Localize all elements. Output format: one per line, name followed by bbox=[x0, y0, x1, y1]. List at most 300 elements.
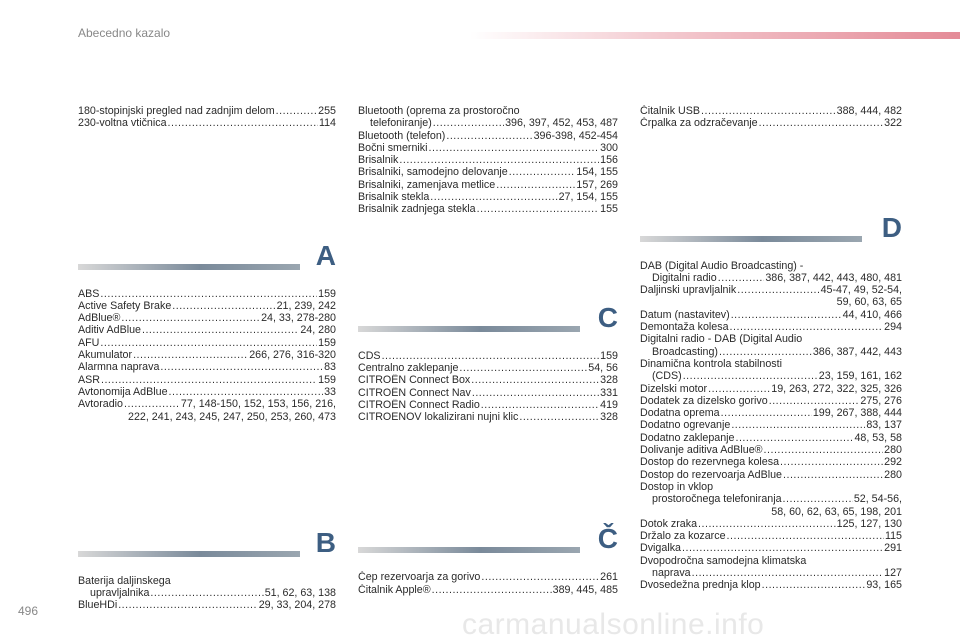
index-entry-pages: 24, 33, 278-280 bbox=[261, 312, 336, 325]
index-entry bbox=[78, 599, 336, 611]
index-line bbox=[358, 362, 618, 374]
index-entry-label: Dinamična kontrola stabilnosti bbox=[640, 357, 782, 370]
dot-leader bbox=[118, 599, 258, 611]
index-line bbox=[640, 567, 902, 579]
index-line bbox=[358, 350, 618, 362]
dot-leader bbox=[698, 518, 836, 530]
dot-leader bbox=[124, 398, 180, 410]
index-line bbox=[640, 456, 902, 468]
index-entry-label: upravljalnika bbox=[90, 587, 150, 600]
index-entry-pages: 396-398, 452-454 bbox=[533, 129, 618, 142]
index-entry-pages: 114 bbox=[318, 117, 336, 130]
dot-leader bbox=[762, 579, 866, 591]
index-entry-pages: 261 bbox=[600, 571, 618, 584]
index-entry-pages: 388, 444, 482 bbox=[836, 105, 902, 117]
index-entry-label: BlueHDi bbox=[78, 599, 118, 612]
index-line bbox=[78, 587, 336, 599]
index-entry bbox=[640, 579, 902, 591]
index-entry-pages: 159 bbox=[318, 336, 336, 349]
dot-leader bbox=[432, 584, 552, 596]
index-entry-label: Dostop in vklop bbox=[640, 480, 714, 493]
index-entry-pages: 294 bbox=[884, 321, 902, 334]
index-entry bbox=[78, 361, 336, 373]
index-entry-pages: 255 bbox=[318, 105, 336, 117]
index-entry bbox=[358, 411, 618, 423]
dot-leader bbox=[692, 567, 884, 579]
index-line bbox=[78, 300, 336, 312]
index-entry bbox=[358, 571, 618, 583]
index-group-d bbox=[640, 260, 902, 592]
index-entry-pages: 83, 137 bbox=[866, 419, 902, 432]
index-entry-label: Čitalnik USB bbox=[640, 105, 700, 117]
index-entry bbox=[640, 481, 902, 518]
index-entry-label: Brisalnik bbox=[358, 154, 399, 167]
index-entry bbox=[640, 395, 902, 407]
index-line bbox=[358, 411, 618, 423]
index-entry bbox=[358, 399, 618, 411]
index-line bbox=[640, 105, 902, 117]
index-entry-pages: 19, 263, 272, 322, 325, 326 bbox=[771, 382, 902, 395]
index-line bbox=[640, 469, 902, 481]
index-entry bbox=[78, 386, 336, 398]
index-entry-label: Brisalniki, zamenjava metlice bbox=[358, 178, 496, 191]
dot-leader bbox=[683, 370, 818, 382]
dot-leader bbox=[519, 411, 599, 423]
index-entry-label: telefoniranje) bbox=[370, 117, 432, 130]
index-entry-pages: 292 bbox=[884, 456, 902, 469]
index-entry-pages: 280 bbox=[884, 468, 902, 481]
dot-leader bbox=[172, 300, 275, 312]
dot-leader bbox=[133, 349, 248, 361]
section-letter-cc: Č bbox=[597, 523, 618, 555]
index-entry-label: Active Safety Brake bbox=[78, 299, 172, 312]
index-entry bbox=[358, 374, 618, 386]
index-entry bbox=[640, 530, 902, 542]
dot-leader bbox=[481, 571, 599, 583]
index-entry-pages: 54, 56 bbox=[588, 361, 618, 374]
index-entry-pages: 386, 387, 442, 443, 480, 481 bbox=[765, 271, 902, 284]
index-group-b bbox=[78, 575, 336, 612]
index-entry bbox=[640, 105, 902, 117]
index-line bbox=[358, 154, 618, 166]
index-entry-label: 180-stopinjski pregled nad zadnjim delom bbox=[78, 105, 275, 117]
index-entry-pages: 127 bbox=[884, 567, 902, 580]
index-entry-label: naprava bbox=[652, 567, 691, 580]
dot-leader bbox=[737, 284, 819, 296]
index-entry-pages: 27, 154, 155 bbox=[558, 191, 618, 204]
index-entry bbox=[78, 575, 336, 600]
index-entry-label: Dodatek za dizelsko gorivo bbox=[640, 394, 768, 407]
index-entry-pages: 389, 445, 485 bbox=[552, 583, 618, 596]
index-entry-label: CDS bbox=[358, 349, 381, 362]
index-entry bbox=[78, 324, 336, 336]
index-line bbox=[640, 346, 902, 358]
index-entry-label: Čitalnik Apple® bbox=[358, 583, 431, 596]
index-entry-pages: 115 bbox=[884, 530, 902, 543]
index-entry-label: Dostop do rezervnega kolesa bbox=[640, 456, 780, 469]
dot-leader bbox=[481, 399, 599, 411]
dot-leader bbox=[150, 587, 263, 599]
index-entry-pages: 77, 148-150, 152, 153, 156, 216, bbox=[180, 398, 336, 411]
index-entry bbox=[640, 321, 902, 333]
index-entry-label: Dvopodročna samodejna klimatska bbox=[640, 554, 807, 567]
index-line bbox=[78, 599, 336, 611]
index-entry bbox=[78, 398, 336, 423]
section-divider-bar bbox=[358, 326, 580, 332]
dot-leader bbox=[780, 456, 883, 468]
index-entry-label: Avtonomija AdBlue bbox=[78, 385, 168, 398]
index-entry-label: Digitalni radio - DAB (Digital Audio bbox=[640, 333, 803, 346]
index-entry-label: Demontaža kolesa bbox=[640, 321, 729, 334]
dot-leader bbox=[731, 419, 865, 431]
dot-leader bbox=[433, 117, 504, 129]
index-entry-label: Avtoradio bbox=[78, 398, 123, 411]
index-line bbox=[358, 142, 618, 154]
index-entry bbox=[640, 333, 902, 358]
index-column-3 bbox=[640, 105, 902, 592]
index-line bbox=[358, 130, 618, 142]
index-entry-label: Dvigalka bbox=[640, 542, 681, 555]
index-line bbox=[78, 288, 336, 300]
dot-leader bbox=[142, 324, 299, 336]
index-entry bbox=[358, 154, 618, 166]
section-header-c bbox=[358, 301, 618, 342]
index-entry-pages-continued: 59, 60, 63, 65 bbox=[836, 296, 902, 309]
dot-leader bbox=[759, 117, 884, 129]
index-column-2 bbox=[358, 105, 618, 596]
index-entry-pages: 154, 155 bbox=[576, 166, 618, 179]
section-header-b bbox=[78, 526, 336, 567]
index-entry bbox=[640, 419, 902, 431]
dot-leader bbox=[682, 542, 883, 554]
index-entry-label: Dotok zraka bbox=[640, 517, 698, 530]
index-entry bbox=[640, 358, 902, 383]
index-line bbox=[358, 203, 618, 215]
index-entry-pages: 157, 269 bbox=[576, 178, 618, 191]
index-line bbox=[78, 312, 336, 324]
index-line bbox=[640, 432, 902, 444]
index-line bbox=[78, 386, 336, 398]
index-entry-pages: 386, 387, 442, 443 bbox=[812, 345, 902, 358]
index-entry-label: prostoročnega telefoniranja bbox=[652, 493, 782, 506]
index-entry-label: Bluetooth (oprema za prostoročno bbox=[358, 105, 520, 117]
index-line bbox=[640, 530, 902, 542]
index-group-cc bbox=[358, 571, 618, 596]
index-entry bbox=[358, 142, 618, 154]
index-entry bbox=[78, 312, 336, 324]
index-entry-pages: 51, 62, 63, 138 bbox=[264, 587, 336, 600]
section-divider-bar bbox=[78, 551, 300, 557]
index-entry-label: Brisalniki, samodejno delovanje bbox=[358, 166, 508, 179]
index-entry-label: CITROËN Connect Radio bbox=[358, 398, 480, 411]
index-entry-pages-continued: 222, 241, 243, 245, 247, 250, 253, 260, 473 bbox=[128, 410, 336, 423]
index-entry-label: Dolivanje aditiva AdBlue® bbox=[640, 444, 763, 457]
index-entry-pages-continued: 58, 60, 62, 63, 65, 198, 201 bbox=[771, 505, 902, 518]
index-line bbox=[358, 191, 618, 203]
index-entry-label: Digitalni radio bbox=[652, 271, 717, 284]
index-entry-pages: 23, 159, 161, 162 bbox=[818, 370, 902, 383]
section-header-a bbox=[78, 239, 336, 280]
index-entry-label: ABS bbox=[78, 287, 100, 300]
index-entry bbox=[640, 383, 902, 395]
index-entry-pages: 29, 33, 204, 278 bbox=[258, 599, 336, 612]
index-entry-pages: 21, 239, 242 bbox=[276, 299, 336, 312]
index-entry-label: Dizelski motor bbox=[640, 382, 708, 395]
index-entry bbox=[78, 288, 336, 300]
section-letter-d: D bbox=[881, 211, 902, 243]
dot-leader bbox=[382, 350, 600, 362]
index-entry-pages: 199, 267, 388, 444 bbox=[812, 407, 902, 420]
index-entry-pages: 280 bbox=[884, 444, 902, 457]
header-decoration-bar bbox=[470, 32, 960, 39]
section-divider-bar bbox=[640, 236, 862, 242]
index-line bbox=[358, 166, 618, 178]
index-entry-label: Dodatna oprema bbox=[640, 407, 720, 420]
index-entry bbox=[78, 117, 336, 129]
section-divider-bar bbox=[358, 547, 580, 553]
index-entry-label: ASR bbox=[78, 373, 100, 386]
index-entry-label: Aditiv AdBlue bbox=[78, 324, 141, 337]
index-line bbox=[358, 387, 618, 399]
index-line bbox=[78, 398, 336, 410]
index-entry-label: Črpalka za odzračevanje bbox=[640, 117, 758, 130]
index-entry bbox=[640, 117, 902, 129]
index-entry-label: Alarmna naprava bbox=[78, 361, 160, 374]
index-line bbox=[640, 579, 902, 591]
dot-leader bbox=[731, 309, 842, 321]
dot-leader bbox=[168, 117, 318, 129]
index-entry-label: 230-voltna vtičnica bbox=[78, 117, 167, 130]
index-entry bbox=[640, 284, 902, 309]
index-entry-pages: 331 bbox=[600, 386, 618, 399]
index-entry bbox=[640, 518, 902, 530]
index-entry-pages: 328 bbox=[600, 374, 618, 387]
dot-leader bbox=[783, 493, 853, 505]
index-entry-pages: 159 bbox=[600, 349, 618, 362]
index-entry-pages: 33 bbox=[324, 385, 336, 398]
index-entry-pages: 419 bbox=[600, 398, 618, 411]
watermark: carmanualsonline.info bbox=[462, 608, 765, 641]
dot-leader bbox=[429, 142, 600, 154]
index-entry bbox=[640, 456, 902, 468]
index-group-cc-continued bbox=[640, 105, 902, 130]
index-entry bbox=[78, 105, 336, 117]
dot-leader bbox=[496, 179, 575, 191]
index-entry bbox=[640, 555, 902, 580]
index-line bbox=[78, 105, 336, 117]
index-line bbox=[640, 370, 902, 382]
index-column-1 bbox=[78, 105, 336, 612]
dot-leader bbox=[276, 105, 318, 117]
index-line bbox=[78, 117, 336, 129]
dot-leader bbox=[718, 272, 765, 284]
index-line bbox=[358, 571, 618, 583]
index-entry-pages: 48, 53, 58 bbox=[854, 431, 902, 444]
index-entry-label: Baterija daljinskega bbox=[78, 574, 171, 587]
index-entry bbox=[78, 300, 336, 312]
index-entry-label: CITROENOV lokalizirani nujni klic bbox=[358, 411, 519, 424]
index-entry-pages: 24, 280 bbox=[300, 324, 336, 337]
index-entry-pages: 44, 410, 466 bbox=[842, 308, 902, 321]
index-entry-pages: 275, 276 bbox=[860, 394, 902, 407]
index-entry bbox=[640, 432, 902, 444]
index-entry bbox=[358, 584, 618, 596]
index-entry-label: Daljinski upravljalnik bbox=[640, 284, 737, 297]
index-entry-label: Bočni smerniki bbox=[358, 141, 428, 154]
index-entry bbox=[358, 350, 618, 362]
index-entry-label: Dvosedežna prednja klop bbox=[640, 579, 761, 592]
index-entry bbox=[358, 203, 618, 215]
index-line bbox=[640, 395, 902, 407]
index-entry-label: Datum (nastavitev) bbox=[640, 308, 730, 321]
index-entry bbox=[640, 260, 902, 285]
dot-leader bbox=[160, 361, 323, 373]
index-entry-pages: 266, 276, 316-320 bbox=[249, 349, 336, 362]
dot-leader bbox=[719, 346, 812, 358]
index-entry-pages: 45-47, 49, 52-54, bbox=[820, 284, 902, 297]
index-line bbox=[640, 117, 902, 129]
index-entry-pages: 52, 54-56, bbox=[853, 493, 902, 506]
index-line bbox=[358, 374, 618, 386]
index-entry bbox=[78, 374, 336, 386]
index-entry bbox=[78, 337, 336, 349]
index-line bbox=[358, 584, 618, 596]
index-entry bbox=[640, 407, 902, 419]
dot-leader bbox=[735, 432, 853, 444]
dot-leader bbox=[459, 362, 587, 374]
dot-leader bbox=[472, 387, 599, 399]
index-line bbox=[640, 309, 902, 321]
section-letter-c: C bbox=[597, 301, 618, 333]
index-entry-label: Držalo za kozarce bbox=[640, 530, 726, 543]
index-entry-label: Centralno zaklepanje bbox=[358, 361, 459, 374]
index-entry-label: AFU bbox=[78, 336, 100, 349]
section-header-d bbox=[640, 211, 902, 252]
index-entry-label: Akumulator bbox=[78, 349, 133, 362]
index-entry bbox=[358, 191, 618, 203]
index-group-c bbox=[358, 350, 618, 424]
dot-leader bbox=[100, 288, 317, 300]
index-line bbox=[78, 324, 336, 336]
index-line bbox=[358, 399, 618, 411]
index-line bbox=[358, 117, 618, 129]
index-entry-pages: 83 bbox=[324, 361, 336, 374]
dot-leader bbox=[471, 374, 599, 386]
index-entry-pages: 155 bbox=[600, 203, 618, 216]
dot-leader bbox=[446, 130, 532, 142]
index-entry bbox=[358, 105, 618, 130]
index-entry-pages: 159 bbox=[318, 287, 336, 300]
index-entry-label: Dostop do rezervoarja AdBlue bbox=[640, 468, 782, 481]
dot-leader bbox=[701, 105, 836, 117]
index-line bbox=[640, 284, 902, 296]
index-line bbox=[640, 518, 902, 530]
index-entry-label: (CDS) bbox=[652, 370, 682, 383]
index-line bbox=[640, 321, 902, 333]
dot-leader bbox=[477, 203, 600, 215]
section-header-cc bbox=[358, 523, 618, 563]
index-entry-label: Bluetooth (telefon) bbox=[358, 129, 446, 142]
dot-leader bbox=[783, 469, 883, 481]
index-line bbox=[640, 419, 902, 431]
page-number: 496 bbox=[18, 604, 39, 618]
index-line bbox=[640, 407, 902, 419]
dot-leader bbox=[727, 530, 884, 542]
index-entry bbox=[78, 349, 336, 361]
index-line bbox=[640, 272, 902, 284]
dot-leader bbox=[399, 154, 599, 166]
index-entry bbox=[358, 362, 618, 374]
index-entry-label: CITROËN Connect Box bbox=[358, 374, 471, 387]
dot-leader bbox=[169, 386, 324, 398]
index-line bbox=[640, 493, 902, 505]
dot-leader bbox=[764, 444, 884, 456]
index-entry-label: Dodatno zaklepanje bbox=[640, 431, 735, 444]
dot-leader bbox=[721, 407, 812, 419]
dot-leader bbox=[100, 337, 317, 349]
index-entry-pages: 328 bbox=[600, 411, 618, 424]
page-header-title: Abecedno kazalo bbox=[78, 26, 171, 40]
index-entry bbox=[358, 130, 618, 142]
index-entry-label: AdBlue® bbox=[78, 312, 121, 325]
dot-leader bbox=[730, 321, 884, 333]
index-entry-label: Dodatno ogrevanje bbox=[640, 419, 731, 432]
index-entry-pages: 93, 165 bbox=[866, 579, 902, 592]
index-line bbox=[78, 361, 336, 373]
index-entry-pages: 159 bbox=[318, 373, 336, 386]
index-line bbox=[78, 374, 336, 386]
index-line bbox=[640, 444, 902, 456]
index-entry bbox=[358, 166, 618, 178]
index-line bbox=[78, 349, 336, 361]
index-entry bbox=[358, 179, 618, 191]
section-letter-a: A bbox=[315, 239, 336, 271]
index-entry-label: CITROËN Connect Nav bbox=[358, 386, 471, 399]
index-entry-pages: 300 bbox=[600, 141, 618, 154]
index-entry-pages: 125, 127, 130 bbox=[836, 517, 902, 530]
index-line bbox=[640, 542, 902, 554]
index-entry bbox=[640, 444, 902, 456]
index-entry-label: Brisalnik zadnjega stekla bbox=[358, 203, 476, 216]
index-entry-pages: 291 bbox=[884, 542, 902, 555]
index-entry-pages: 322 bbox=[884, 117, 902, 130]
index-entry-pages: 396, 397, 452, 453, 487 bbox=[505, 117, 618, 130]
section-divider-bar bbox=[78, 264, 300, 270]
dot-leader bbox=[101, 374, 317, 386]
index-entry-pages: 156 bbox=[600, 154, 618, 167]
dot-leader bbox=[121, 312, 260, 324]
dot-leader bbox=[430, 191, 557, 203]
dot-leader bbox=[509, 166, 576, 178]
index-line bbox=[640, 383, 902, 395]
index-entry-label: Čep rezervoarja za gorivo bbox=[358, 571, 481, 584]
index-entry bbox=[640, 542, 902, 554]
index-entry-label: Broadcasting) bbox=[652, 345, 718, 358]
index-group-a bbox=[78, 288, 336, 423]
index-entry bbox=[640, 469, 902, 481]
index-entry bbox=[640, 309, 902, 321]
index-entry-label: DAB (Digital Audio Broadcasting) - bbox=[640, 259, 804, 272]
index-line bbox=[78, 337, 336, 349]
dot-leader bbox=[708, 383, 770, 395]
index-group-b-continued bbox=[358, 105, 618, 216]
section-letter-b: B bbox=[315, 526, 336, 558]
index-entry-label: Brisalnik stekla bbox=[358, 191, 430, 204]
index-entry bbox=[358, 387, 618, 399]
index-line bbox=[358, 179, 618, 191]
index-group-numeric bbox=[78, 105, 336, 130]
dot-leader bbox=[769, 395, 860, 407]
